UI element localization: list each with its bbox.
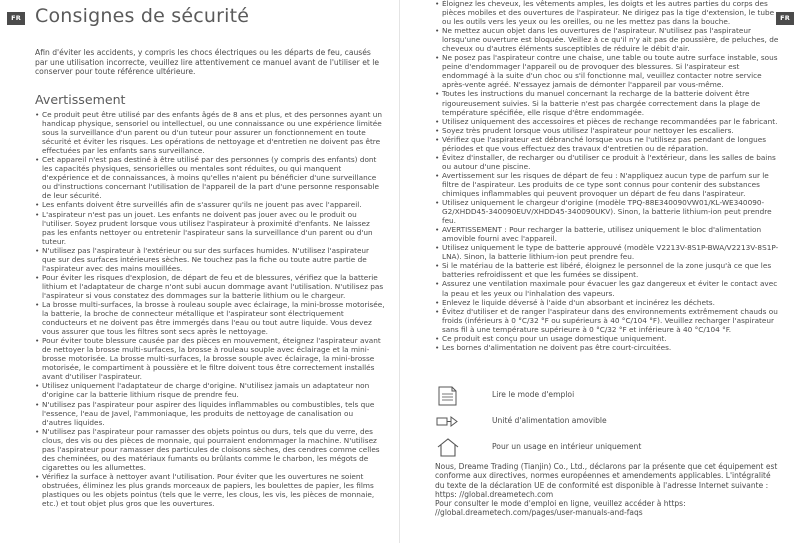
warning-item: • Ce produit est conçu pour un usage domestique uniquement.	[435, 334, 780, 343]
symbol-row	[435, 411, 780, 432]
warning-item: • Utilisez uniquement le type de batterie approuvé (modèle V2213V-8S1P-BWA/V2213V-8S1P-LNA). Sinon, la batterie lithium-ion peut prendre feu.	[435, 243, 780, 261]
symbol-label: Lire le mode d'emploi	[492, 390, 575, 399]
warning-list-left	[35, 110, 385, 508]
conformity-declaration	[435, 462, 780, 518]
warning-item: • N'utilisez pas l'aspirateur à l'extérieur ou sur des surfaces humides. N'utilisez l'aspirateur que sur des surfaces intérieures sèches. Ne touchez pas la fiche ou toute autre partie de l'aspirateur avec des mains mouillées.	[35, 246, 385, 273]
page-title: Consignes de sécurité	[35, 5, 250, 27]
warning-item: • Avertissement sur les risques de départ de feu : N'appliquez aucun type de parfum sur le filtre de l'aspirateur. Les produits de ce type sont connus pour contenir des substances chimiques inflammables qui peuvent provoquer un départ de feu dans l'aspirateur.	[435, 171, 780, 198]
symbol-row	[435, 437, 780, 458]
warning-item: • Éloignez les cheveux, les vêtements amples, les doigts et les autres parties du corps des pièces mobiles et des ouvertures de l'aspirateur. Ne dirigez pas la tige d'extension, le tube ou les outils vers les yeux ou les oreilles, ou ne les mettez pas dans la bouche.	[435, 0, 780, 26]
warning-item: • Évitez d'utiliser et de ranger l'aspirateur dans des environnements extrêmement chauds ou froids (inférieurs à 0 °C/32 °F ou supérieurs à 40 °C/104 °F). Veuillez recharger l'aspirateur sans fil à une température supérieure à 0 °C/32 °F et inférieure à 40 °C/104 °F.	[435, 307, 780, 334]
warning-item: • Pour éviter les risques d'explosion, de départ de feu et de blessures, vérifiez que la batterie lithium et l'adaptateur de charge n'ont subi aucun dommage avant l'utilisation. N'utilisez pas l'aspirateur si vous constatez des dommages sur la batterie lithium ou le chargeur.	[35, 273, 385, 300]
warning-item: • Vérifiez la surface à nettoyer avant l'utilisation. Pour éviter que les ouvertures ne soient obstruées, éliminez les plus grands morceaux de papiers, les boulettes de papier, les films plastiques ou les objets pointus (tels que le verre, les clous, les vis, les pièces de monnaie, etc.) et tout objet plus gros que les ouvertures.	[35, 472, 385, 508]
manual-book-icon	[435, 385, 461, 406]
warning-heading: Avertissement	[35, 92, 126, 107]
warning-item: • L'aspirateur n'est pas un jouet. Les enfants ne doivent pas jouer avec ou le produit ou l'utiliser. Soyez prudent lorsque vous utilisez l'aspirateur à proximité d'enfants. Ne laissez pas les enfants nettoyer ou entretenir l'aspirateur sans la surveillance d'un parent ou d'un tuteur.	[35, 210, 385, 246]
warning-item: • AVERTISSEMENT : Pour recharger la batterie, utilisez uniquement le bloc d'alimentation amovible fourni avec l'appareil.	[435, 225, 780, 243]
intro-paragraph: Afin d'éviter les accidents, y compris les chocs électriques ou les départs de feu, causés par une utilisation incorrecte, veuillez lire attentivement ce manuel avant de l'utiliser et le conserver pour toute référence ultérieure.	[35, 48, 380, 77]
warning-item: • Pour éviter toute blessure causée par des pièces en mouvement, éteignez l'aspirateur avant de nettoyer la brosse multi-surfaces, la brosse à rouleau souple avec éclairage et la mini-brosse motorisée. La brosse multi-surfaces, la brosse souple avec éclairage, la mini-brosse motorisée, le compartiment à poussière et le filtre doivent tous être correctement installés avant d'utiliser l'aspirateur.	[35, 336, 385, 381]
footer-text: Nous, Dreame Trading (Tianjin) Co., Ltd., déclarons par la présente que cet équipement est conforme aux directives, normes européennes et amendements applicables. L'intégralité du texte de la déclaration UE de conformité est disponible à l'adresse Internet suivante : https: //global.dreametech.com Pour consulter le mode d'emploi en ligne, veuillez accéder à https: //global.dreametech.com/pages/user-manuals-and-faqs	[435, 462, 778, 518]
house-icon	[435, 437, 461, 458]
warning-item: • Soyez très prudent lorsque vous utilisez l'aspirateur pour nettoyer les escaliers.	[435, 126, 780, 135]
warning-item: • Assurez une ventilation maximale pour évacuer les gaz dangereux et éviter le contact avec la peau et les yeux ou l'inhalation des vapeurs.	[435, 279, 780, 297]
warning-item: • Ne posez pas l'aspirateur contre une chaise, une table ou toute autre surface instable, sous peine d'endommager l'appareil ou de provoquer des blessures. Si l'aspirateur est endommagé à la suite d'un choc ou s'il fonctionne mal, veuillez contacter notre service après-vente agréé. N'essayez jamais de démonter l'appareil par vous-même.	[435, 53, 780, 89]
symbol-label: Pour un usage en intérieur uniquement	[492, 442, 642, 451]
symbol-row	[435, 385, 780, 406]
warning-item: • Les bornes d'alimentation ne doivent pas être court-circuitées.	[435, 343, 780, 352]
language-badge-right: FR	[776, 12, 794, 25]
symbol-legend	[435, 385, 780, 463]
warning-item: • Cet appareil n'est pas destiné à être utilisé par des personnes (y compris des enfants) dont les capacités physiques, sensorielles ou mentales sont réduites, ou qui manquent d'expérience et de connaissances, à moins qu'elles n'aient pu bénéficier d'une surveillance ou d'instructions concernant l'utilisation de l'appareil de la part d'une personne responsable de leur sécurité.	[35, 155, 385, 200]
warning-item: • Les enfants doivent être surveillés afin de s'assurer qu'ils ne jouent pas avec l'appareil.	[35, 200, 385, 209]
warning-item: • N'utilisez pas l'aspirateur pour ramasser des objets pointus ou durs, tels que du verre, des clous, des vis ou des pièces de monnaie, qui pourraient endommager la machine. N'utilisez pas l'aspirateur pour ramasser des particules de cloisons sèches, des cendres comme celles des cheminées, ou des matériaux fumants ou brûlants comme le charbon, les mégots de cigarettes ou les allumettes.	[35, 427, 385, 472]
warning-item: • Utilisez uniquement le chargeur d'origine (modèle TPQ-88E340090VW01/KL-WE340090-G2/XHDD45-340090EUV/XHDD45-340090UKV). Sinon, la batterie lithium-ion peut prendre feu.	[435, 198, 780, 225]
warning-item: • Enlevez le liquide déversé à l'aide d'un absorbant et incinérez les déchets.	[435, 298, 780, 307]
right-page	[400, 0, 800, 543]
warning-item: • Ne mettez aucun objet dans les ouvertures de l'aspirateur. N'utilisez pas l'aspirateur lorsqu'une ouverture est bloquée. Veillez à ce qu'il n'y ait pas de poussière, de peluches, de cheveux ou d'autres éléments susceptibles de réduire le débit d'air.	[435, 26, 780, 53]
warning-item: • La brosse multi-surfaces, la brosse à rouleau souple avec éclairage, la mini-brosse motorisée, la batterie, la broche de connecteur métallique et l'aspirateur sont électriquement conducteurs et ne doivent pas être immergés dans l'eau ou tout autre liquide. Vous devez vous assurer que tous les filtres sont secs après le nettoyage.	[35, 300, 385, 336]
warning-item: • Utilisez uniquement l'adaptateur de charge d'origine. N'utilisez jamais un adaptateur non d'origine car la batterie lithium risque de prendre feu.	[35, 381, 385, 399]
language-badge: FR	[7, 12, 25, 25]
warning-item: • Utilisez uniquement des accessoires et pièces de rechange recommandées par le fabricant.	[435, 117, 780, 126]
warning-item: • N'utilisez pas l'aspirateur pour aspirer des liquides inflammables ou combustibles, tels que l'essence, l'eau de Javel, l'ammoniaque, les produits de nettoyage de canalisation ou d'autres liquides.	[35, 400, 385, 427]
detachable-power-supply-icon	[435, 411, 461, 432]
warning-item: • Vérifiez que l'aspirateur est débranché lorsque vous ne l'utilisez pas pendant de longues périodes et que vous effectuez des travaux d'entretien ou de réparation.	[435, 135, 780, 153]
warning-item: • Évitez d'installer, de recharger ou d'utiliser ce produit à l'extérieur, dans les salles de bains ou autour d'une piscine.	[435, 153, 780, 171]
warning-item: • Toutes les instructions du manuel concernant la recharge de la batterie doivent être rigoureusement suivies. Si la batterie n'est pas chargée correctement dans la plage de température spécifiée, elle risque d'être endommagée.	[435, 89, 780, 116]
symbol-label: Unité d'alimentation amovible	[492, 416, 607, 425]
warning-item: • Ce produit peut être utilisé par des enfants âgés de 8 ans et plus, et des personnes ayant un handicap physique, sensoriel ou intellectuel, ou une connaissance ou une expérience limitée sous la surveillance d'un parent ou d'un tuteur pour assurer un fonctionnement en toute sécurité et éviter les risques. Les opérations de nettoyage et d'entretien ne doivent pas être effectuées par les enfants sans surveillance.	[35, 110, 385, 155]
warning-list-right	[435, 0, 780, 352]
warning-item: • Si le matériau de la batterie est libéré, éloignez le personnel de la zone jusqu'à ce que les batteries refroidissent et que les fumées se dissipent.	[435, 261, 780, 279]
